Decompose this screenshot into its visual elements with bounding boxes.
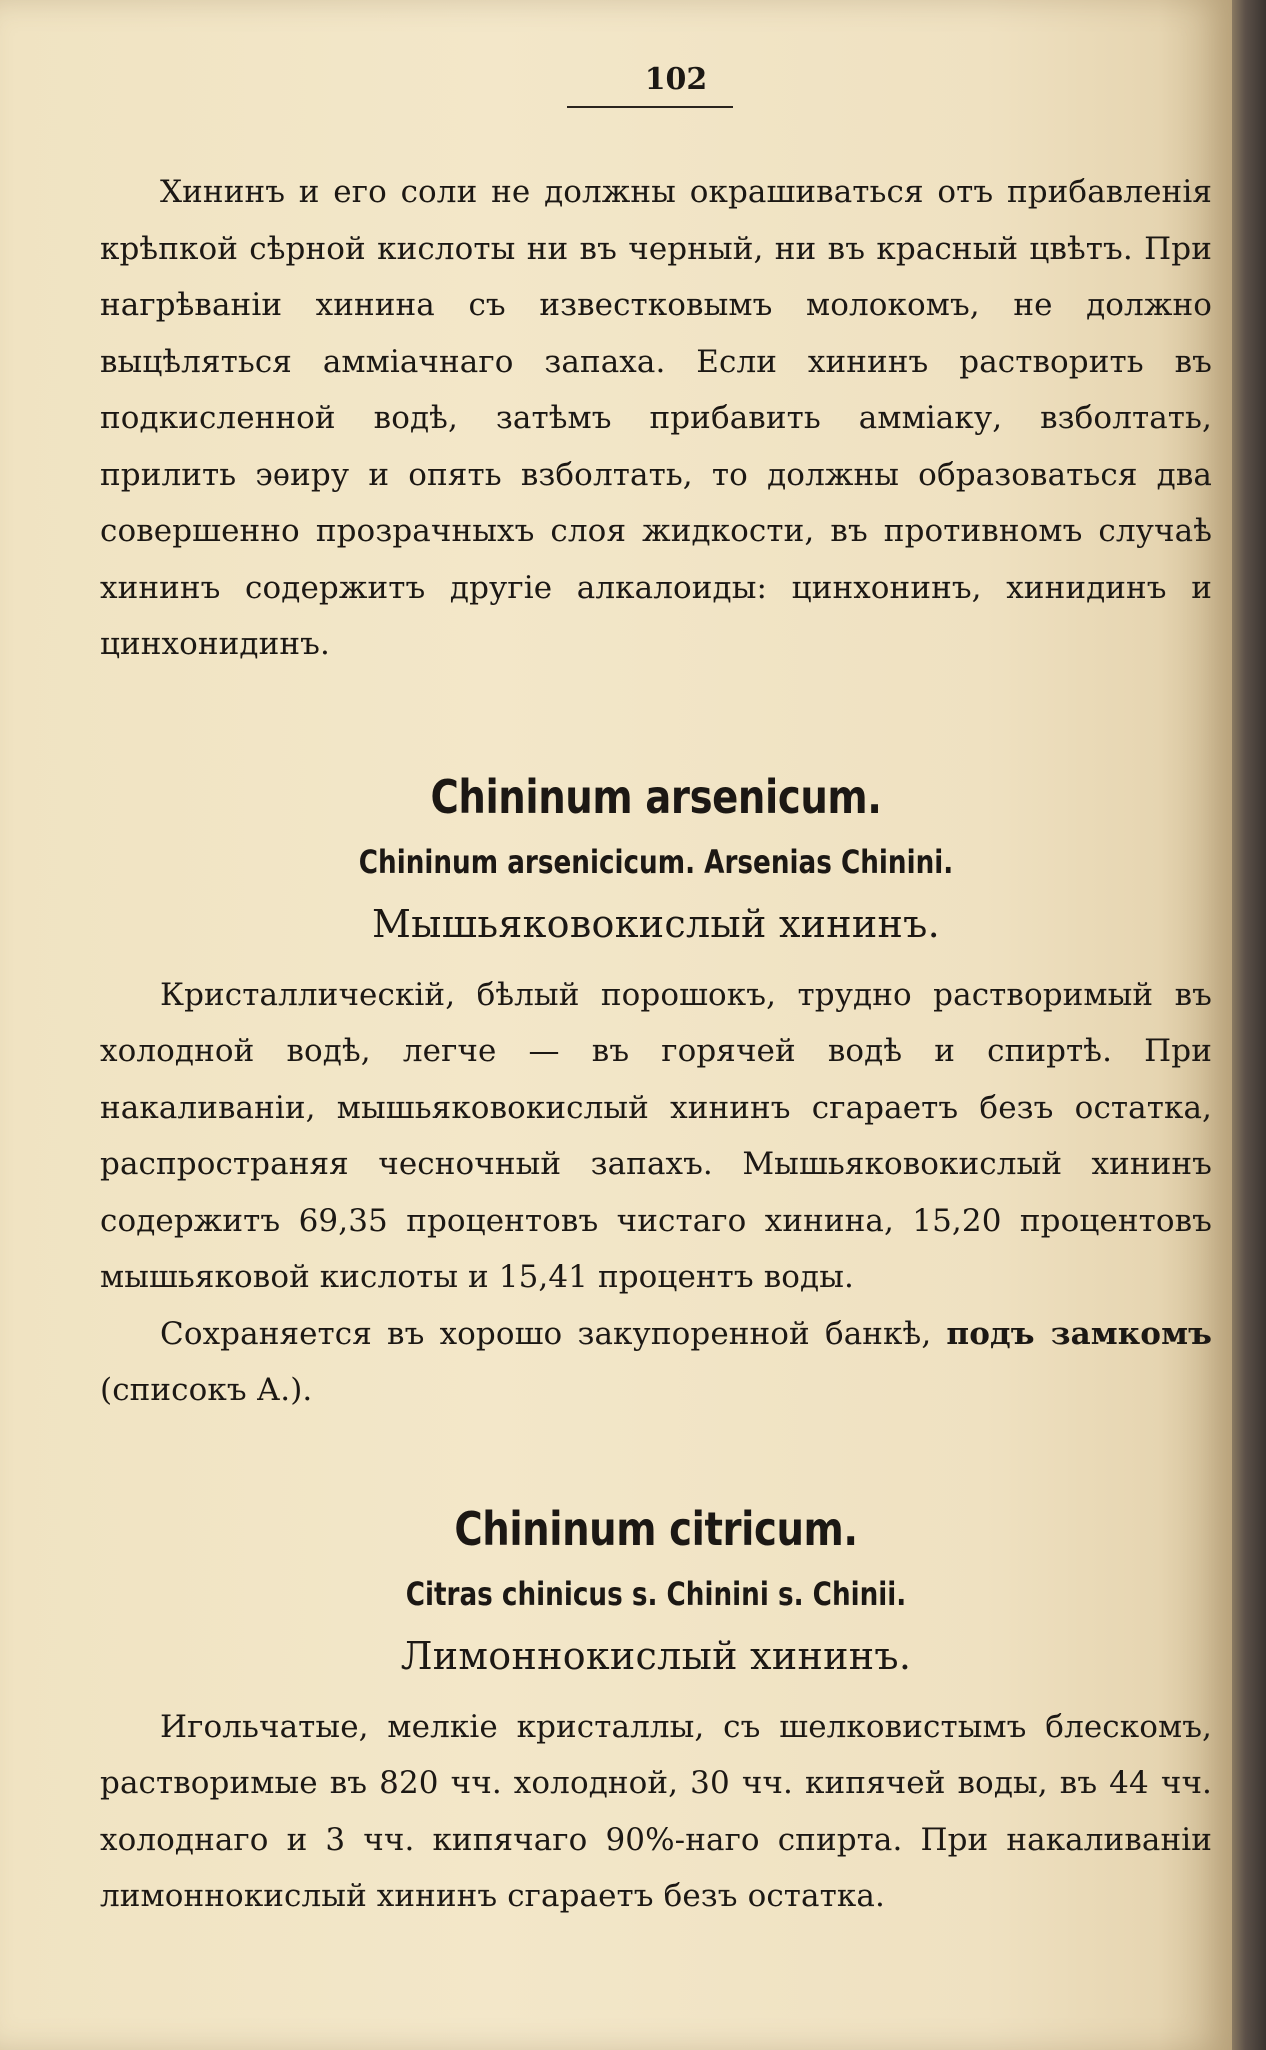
section-title: Chininum citricum. (454, 1501, 858, 1556)
section-storage (100, 1306, 1212, 1419)
storage-prefix: Сохраняется въ хорошо закупоренной банкѣ, (160, 1315, 932, 1352)
page-content (100, 60, 1212, 1925)
section-description: Игольчатые, мелкіе кристаллы, съ шелковистымъ блескомъ, растворимые въ 820 чч. холодной, 30 чч. кипячей воды, въ 44 чч. холоднаго и 3 чч. кипячаго 90%-наго спирта. При накаливаніи лимоннокислый хининъ сгараетъ безъ остатка. (100, 1708, 1212, 1914)
page-number-rule (567, 106, 733, 108)
intro-paragraph: Хининъ и его соли не должны окрашиваться отъ прибавленія крѣпкой сѣрной кислоты ни въ черный, ни въ красный цвѣтъ. При нагрѣваніи хинина съ известковымъ молокомъ, не должно выцѣляться амміачнаго запаха. Если хининъ растворить въ подкисленной водѣ, затѣмъ прибавить амміаку, взболтать, прилить эѳиру и опять взболтать, то должны образоваться два совершенно прозрачныхъ слоя жидкости, въ противномъ случаѣ хининъ содержитъ другіе алкалоиды: цинхонинъ, хинидинъ и цинхонидинъ. (100, 174, 1212, 662)
section-chininum-citricum (100, 1499, 1212, 1925)
book-edge (1232, 0, 1266, 2050)
section-synonyms: Chininum arsenicicum. Arsenias Chinini. (358, 842, 954, 881)
section-synonyms: Citras chinicus s. Chinini s. Chinii. (405, 1574, 907, 1613)
section-russian-name: Мышьяковокислый хининъ. (371, 901, 941, 946)
section-russian-name: Лимоннокислый хининъ. (400, 1633, 912, 1678)
section-chininum-arsenicum (100, 767, 1212, 1419)
section-title: Chininum arsenicum. (430, 769, 882, 824)
storage-bold: подъ замкомъ (946, 1315, 1212, 1352)
section-description: Кристаллическій, бѣлый порошокъ, трудно растворимый въ холодной водѣ, легче — въ горячей водѣ и спиртѣ. При накаливаніи, мышьяковокислый хининъ сгараетъ безъ остатка, распространяя чесночный запахъ. Мышьяковокислый хининъ содержитъ 69,35 процентовъ чистаго хинина, 15,20 процентовъ мышьяковой кислоты и 15,41 процентъ воды. (100, 976, 1212, 1295)
storage-suffix: (списокъ А.). (100, 1372, 313, 1408)
page-number: 102 (644, 62, 708, 97)
